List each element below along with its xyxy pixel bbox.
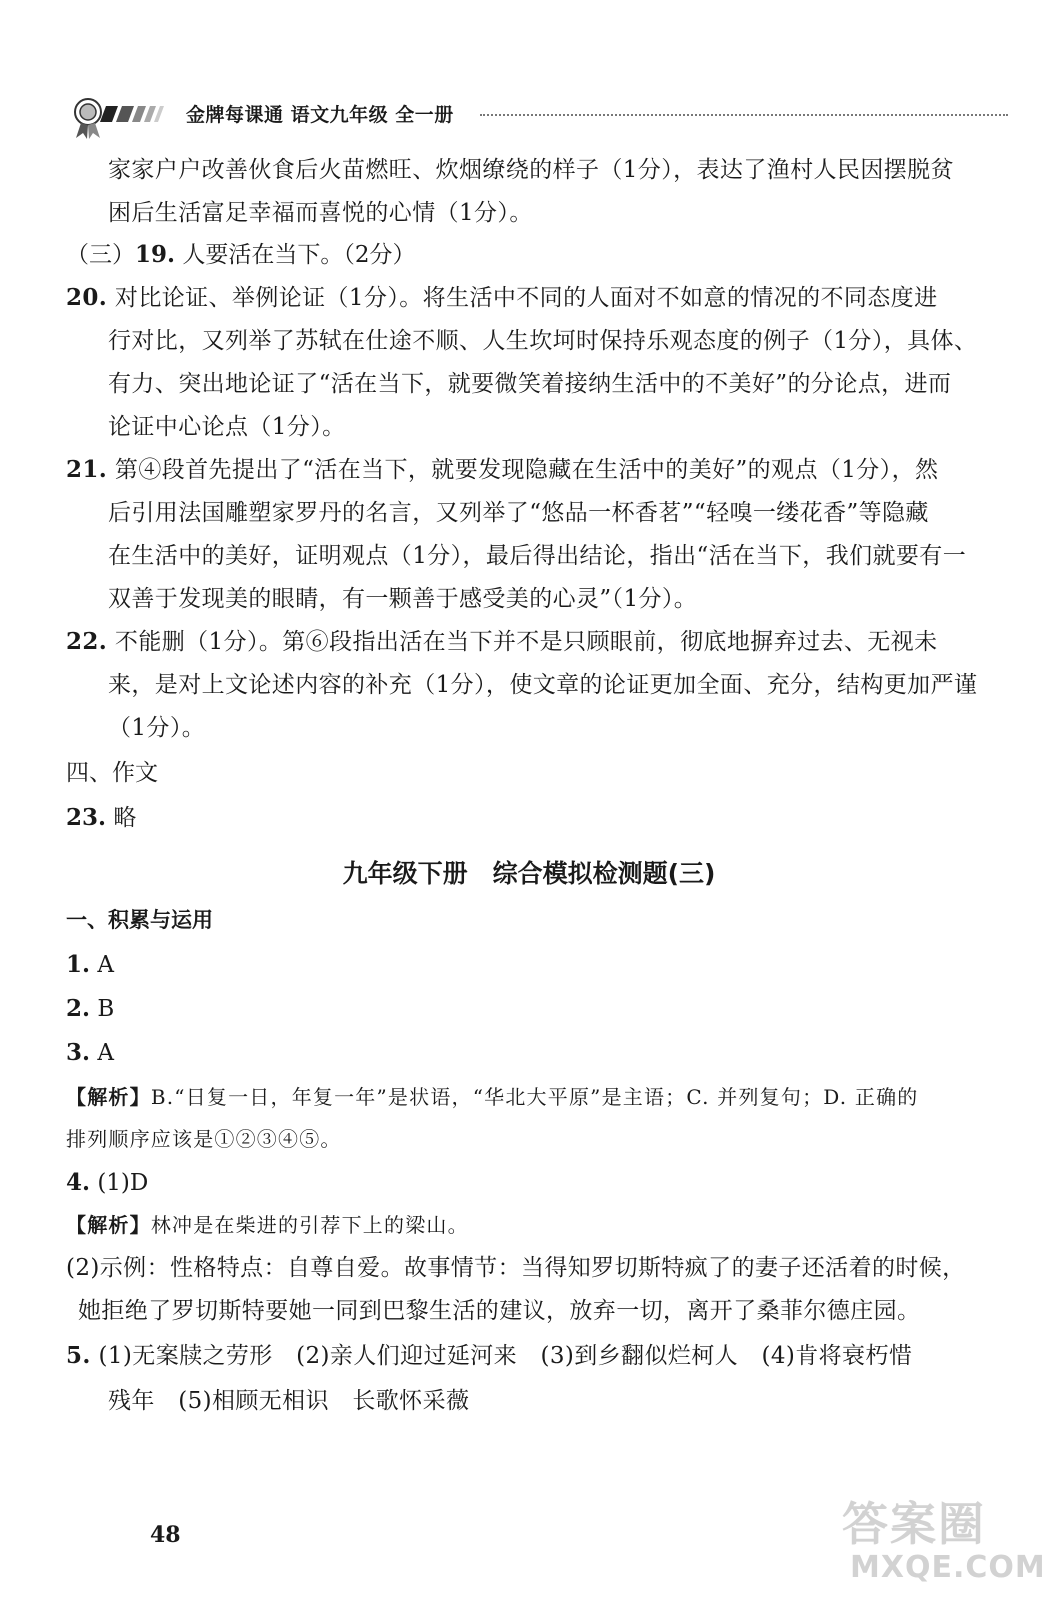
- analysis-4: [66, 1210, 469, 1240]
- answer-text: B: [90, 996, 115, 1022]
- analysis-text: 林冲是在柴进的引荐下上的梁山。: [150, 1213, 469, 1237]
- text-line: 困后生活富足幸福而喜悦的心情（1分）。: [108, 200, 533, 226]
- watermark-main-text: 答案圈: [842, 1497, 986, 1551]
- analysis-label: 【解析】: [66, 1213, 151, 1237]
- answer-text: 对比论证、举例论证（1分）。将生活中不同的人面对不如意的情况的不同态度进: [107, 285, 938, 311]
- text-line: 在生活中的美好，证明观点（1分），最后得出结论，指出“活在当下，我们就要有一: [108, 543, 967, 569]
- question-number: 22.: [66, 628, 108, 655]
- text-line: (2)示例：性格特点：自尊自爱。故事情节：当得知罗切斯特疯了的妻子还活着的时候，: [66, 1255, 966, 1281]
- watermark-logo: [842, 1488, 1046, 1592]
- header-rule: [480, 114, 1008, 116]
- page-number: 48: [150, 1522, 181, 1548]
- watermark-domain-text: MXQE.COM: [850, 1550, 1046, 1585]
- analysis-3: [66, 1082, 919, 1112]
- question-number: 4.: [66, 1169, 91, 1196]
- question-number: 1.: [66, 951, 91, 978]
- question-number: 20.: [66, 284, 108, 311]
- answer-20: [66, 283, 937, 313]
- analysis-text: B.“日复一日，年复一年”是状语，“华北大平原”是主语；C. 并列复句；D. 正确的: [150, 1085, 919, 1109]
- answer-23: [66, 803, 136, 833]
- text-line: 双善于发现美的眼睛，有一颗善于感受美的心灵”（1分）。: [108, 586, 698, 612]
- text-line: 后引用法国雕塑家罗丹的名言，又列举了“悠品一杯香茗”“轻嗅一缕花香”等隐藏: [108, 500, 929, 526]
- answer-text: A: [90, 952, 114, 978]
- running-header: [68, 92, 1008, 140]
- text-line: 残年 (5)相顾无相识 长歌怀采薇: [108, 1388, 470, 1414]
- answer-text: 人要活在当下。（2分）: [175, 242, 416, 268]
- question-number: 19.: [135, 241, 176, 268]
- question-number: 3.: [66, 1039, 91, 1066]
- section-title: 九年级下册 综合模拟检测题(三): [342, 859, 716, 888]
- question-number: 2.: [66, 995, 91, 1022]
- question-number: 23.: [66, 804, 107, 831]
- text-line: 有力、突出地论证了“活在当下，就要微笑着接纳生活中的不美好”的分论点，进而: [108, 371, 952, 397]
- answer-1: [66, 950, 114, 980]
- text-line: （1分）。: [108, 715, 206, 741]
- text-line: 来，是对上文论述内容的补充（1分），使文章的论证更加全面、充分，结构更加严谨: [108, 672, 978, 698]
- answer-text: 第④段首先提出了“活在当下，就要发现隐藏在生活中的美好”的观点（1分），然: [107, 457, 939, 483]
- answer-5: [66, 1341, 912, 1371]
- answer-text: 略: [106, 805, 137, 831]
- answer-2: [66, 994, 114, 1024]
- answer-text: A: [90, 1040, 114, 1066]
- section-heading-composition: 四、作文: [66, 760, 158, 786]
- text-line: 论证中心论点（1分）。: [108, 414, 346, 440]
- text-line: 行对比，又列举了苏轼在仕途不顺、人生坎坷时保持乐观态度的例子（1分），具体、: [108, 328, 978, 354]
- header-title: 金牌每课通 语文九年级 全一册: [186, 104, 454, 126]
- answer-text: (1)D: [90, 1170, 149, 1196]
- text-line: 排列顺序应该是①②③④⑤。: [66, 1127, 342, 1151]
- medal-ribbon-icon: [68, 92, 178, 140]
- answer-text: 不能删（1分）。第⑥段指出活在当下并不是只顾眼前，彻底地摒弃过去、无视未: [107, 629, 938, 655]
- text-line: 她拒绝了罗切斯特要她一同到巴黎生活的建议，放弃一切，离开了桑菲尔德庄园。: [78, 1298, 921, 1324]
- question-number: 21.: [66, 456, 108, 483]
- answer-text: (1)无案牍之劳形 (2)亲人们迎过延河来 (3)到乡翻似烂柯人 (4)肯将衰朽惜: [90, 1343, 913, 1369]
- answer-21: [66, 455, 938, 485]
- answer-4: [66, 1168, 148, 1198]
- answer-19: [66, 240, 415, 270]
- answer-3: [66, 1038, 114, 1068]
- text-line: 家家户户改善伙食后火苗燃旺、炊烟缭绕的样子（1分），表达了渔村人民因摆脱贫: [108, 157, 954, 183]
- analysis-label: 【解析】: [66, 1085, 151, 1109]
- answer-22: [66, 627, 937, 657]
- question-number: 5.: [66, 1342, 91, 1369]
- subsection-heading: 一、积累与运用: [66, 908, 213, 932]
- section-prefix: （三）: [66, 242, 135, 268]
